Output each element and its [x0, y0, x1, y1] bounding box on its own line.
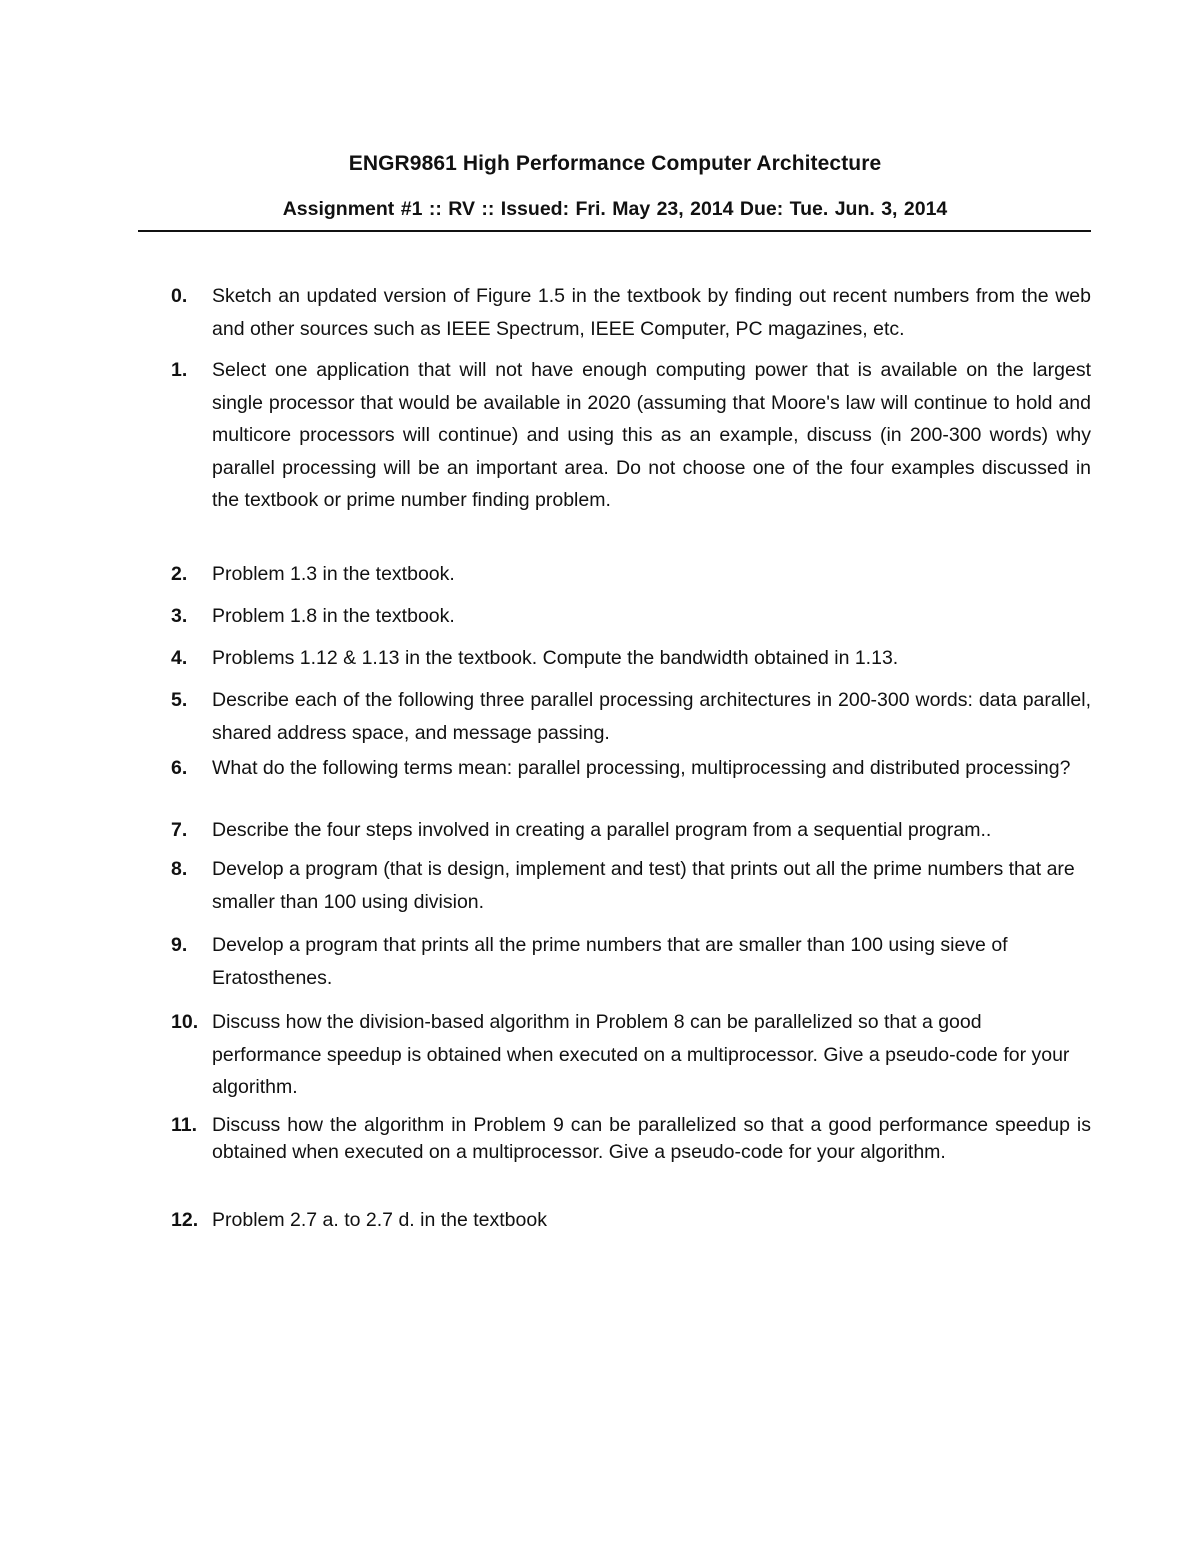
question-text: Discuss how the division-based algorithm in Problem 8 can be parallelized so that a good performance speedup is obtained when executed on a multiprocessor. Give a pseudo-code for your algorithm. — [212, 1011, 1070, 1098]
question-5 — [171, 684, 1091, 749]
question-number: 4. — [171, 647, 188, 669]
question-number: 12. — [171, 1209, 199, 1231]
question-number: 0. — [171, 285, 188, 307]
question-number: 11. — [171, 1114, 198, 1136]
question-text: Describe the four steps involved in creating a parallel program from a sequential program.. — [212, 819, 992, 841]
question-10 — [171, 1006, 1091, 1104]
question-4 — [171, 642, 1091, 675]
question-number: 5. — [171, 689, 188, 711]
question-text: Problem 1.3 in the textbook. — [212, 563, 455, 585]
question-1 — [171, 354, 1091, 517]
header-divider — [138, 230, 1091, 232]
question-0 — [171, 280, 1091, 345]
question-number: 7. — [171, 819, 188, 841]
question-number: 10. — [171, 1011, 199, 1033]
question-number: 8. — [171, 858, 188, 880]
question-text: Select one application that will not have enough computing power that is available on the largest single processor that would be available in 2020 (assuming that Moore's law will continue to hold and multicore processors will continue) and using this as an example, discuss (in 200-300 words) why parallel processing will be an important area. Do not choose one of the four examples discussed in the textbook or prime number finding problem. — [212, 359, 1091, 511]
question-11 — [171, 1112, 1091, 1166]
question-number: 1. — [171, 359, 188, 381]
question-8 — [171, 853, 1091, 918]
question-number: 6. — [171, 757, 188, 779]
question-text: Describe each of the following three parallel processing architectures in 200-300 words: data parallel, shared address space, and message passing. — [212, 689, 1091, 744]
question-number: 9. — [171, 934, 188, 956]
question-text: Problem 2.7 a. to 2.7 d. in the textbook — [212, 1209, 547, 1231]
document-title: ENGR9861 High Performance Computer Architecture — [348, 152, 882, 175]
question-6 — [171, 755, 1091, 782]
question-number: 2. — [171, 563, 188, 585]
question-2 — [171, 558, 1091, 591]
question-3 — [171, 600, 1091, 633]
question-text: Discuss how the algorithm in Problem 9 can be parallelized so that a good performance speedup is obtained when executed on a multiprocessor. Give a pseudo-code for your algorithm. — [212, 1114, 1091, 1163]
question-12 — [171, 1204, 1091, 1237]
question-text: Develop a program that prints all the prime numbers that are smaller than 100 using sieve of Eratosthenes. — [212, 934, 1008, 989]
question-text: What do the following terms mean: parallel processing, multiprocessing and distributed processing? — [212, 757, 1071, 779]
question-9 — [171, 929, 1091, 994]
question-text: Problems 1.12 & 1.13 in the textbook. Compute the bandwidth obtained in 1.13. — [212, 647, 899, 669]
question-text: Develop a program (that is design, implement and test) that prints out all the prime numbers that are smaller than 100 using division. — [212, 858, 1075, 913]
question-number: 3. — [171, 605, 188, 627]
question-text: Problem 1.8 in the textbook. — [212, 605, 455, 627]
question-7 — [171, 814, 1091, 847]
question-text: Sketch an updated version of Figure 1.5 in the textbook by finding out recent numbers from the web and other sources such as IEEE Spectrum, IEEE Computer, PC magazines, etc. — [212, 285, 1091, 340]
assignment-info: Assignment #1 :: RV :: Issued: Fri. May 23, 2014 Due: Tue. Jun. 3, 2014 — [282, 198, 948, 220]
